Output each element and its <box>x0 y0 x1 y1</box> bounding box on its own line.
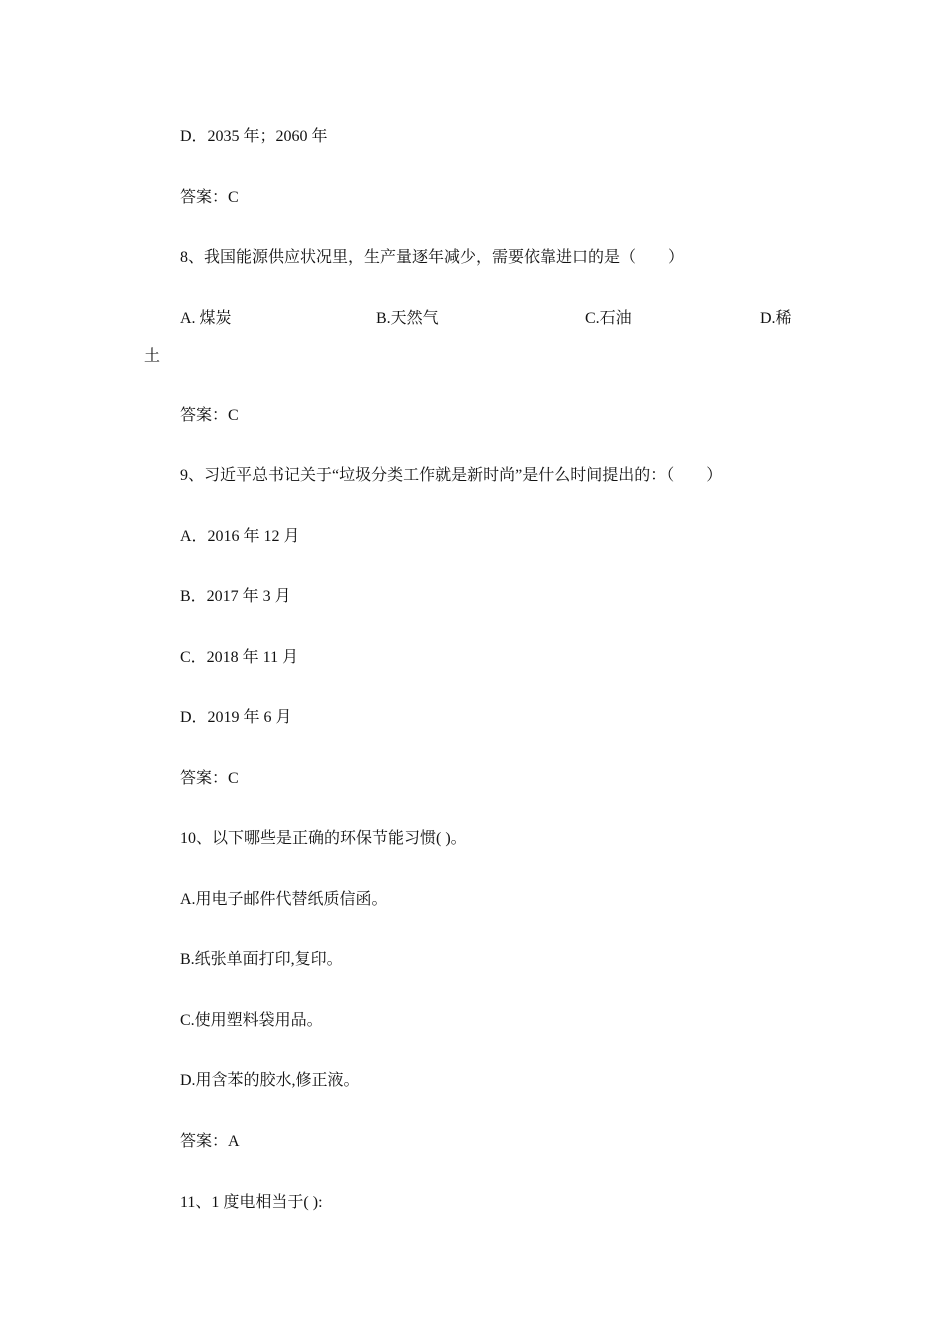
q8-option-c: C.石油 <box>585 310 632 327</box>
q9-option-c: C．2018 年 11 月 <box>180 649 299 666</box>
q11-question: 11、1 度电相当于( ): <box>180 1194 323 1211</box>
q7-option-d: D．2035 年；2060 年 <box>180 128 328 145</box>
q10-option-a: A.用电子邮件代替纸质信函。 <box>180 891 388 908</box>
q9-option-d: D．2019 年 6 月 <box>180 709 292 726</box>
q8-answer: 答案：C <box>180 407 239 424</box>
q8-option-a: A. 煤炭 <box>180 310 232 327</box>
q9-option-a: A．2016 年 12 月 <box>180 528 300 545</box>
q8-option-d-wrap: 土 <box>144 348 161 365</box>
q10-option-c: C.使用塑料袋用品。 <box>180 1012 323 1029</box>
q10-option-d: D.用含苯的胶水,修正液。 <box>180 1072 360 1089</box>
q10-answer: 答案：A <box>180 1133 240 1150</box>
q8-question: 8、我国能源供应状况里，生产量逐年减少，需要依靠进口的是（ ） <box>180 249 685 266</box>
q8-option-d: D.稀 <box>760 310 792 327</box>
q8-option-b: B.天然气 <box>376 310 439 327</box>
q9-question: 9、习近平总书记关于“垃圾分类工作就是新时尚”是什么时间提出的：（ ） <box>180 467 723 484</box>
q10-question: 10、以下哪些是正确的环保节能习惯( )。 <box>180 830 467 847</box>
q10-option-b: B.纸张单面打印,复印。 <box>180 951 343 968</box>
q9-option-b: B．2017 年 3 月 <box>180 588 291 605</box>
q7-answer: 答案：C <box>180 189 239 206</box>
q9-answer: 答案：C <box>180 770 239 787</box>
